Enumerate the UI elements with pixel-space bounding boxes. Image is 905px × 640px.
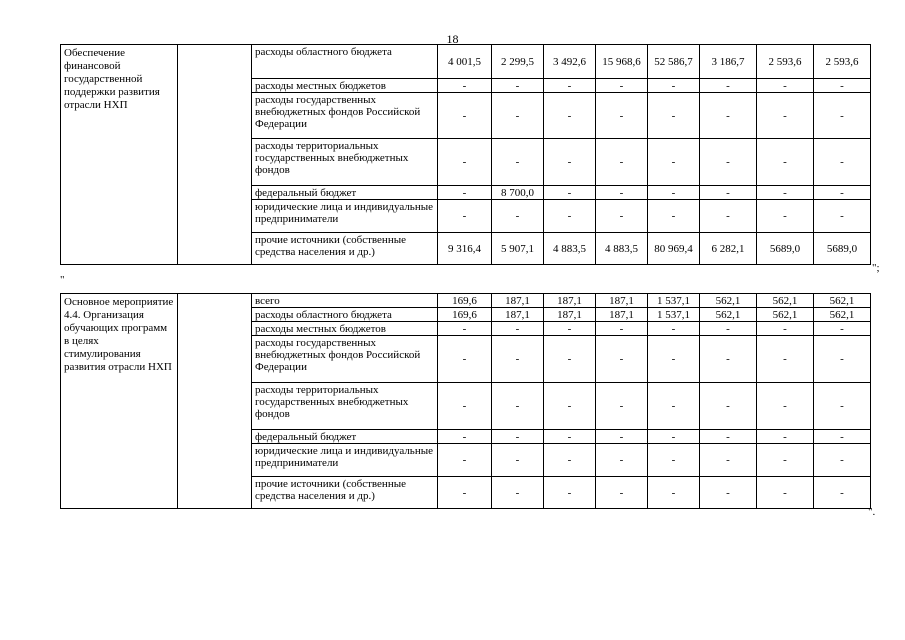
value-cell: 2 593,6 xyxy=(757,45,814,79)
funding-source-label: расходы территориальных государственных внебюджетных фондов xyxy=(252,383,438,430)
value-cell: 4 883,5 xyxy=(544,233,596,265)
value-cell: - xyxy=(596,93,648,139)
value-cell: - xyxy=(492,79,544,93)
value-cell: - xyxy=(596,200,648,233)
funding-source-label: юридические лица и индивидуальные предприниматели xyxy=(252,200,438,233)
value-cell: 562,1 xyxy=(814,294,871,308)
value-cell: - xyxy=(438,186,492,200)
value-cell: - xyxy=(814,200,871,233)
value-cell: - xyxy=(757,383,814,430)
value-cell: - xyxy=(544,336,596,383)
funding-source-label: расходы местных бюджетов xyxy=(252,79,438,93)
value-cell: - xyxy=(814,322,871,336)
value-cell: - xyxy=(648,383,700,430)
value-cell: - xyxy=(757,444,814,477)
funding-source-label: прочие источники (собственные средства населения и др.) xyxy=(252,233,438,265)
value-cell: - xyxy=(648,93,700,139)
value-cell: 187,1 xyxy=(492,294,544,308)
value-cell: - xyxy=(648,200,700,233)
value-cell: - xyxy=(596,79,648,93)
value-cell: 4 001,5 xyxy=(438,45,492,79)
value-cell: - xyxy=(700,322,757,336)
value-cell: - xyxy=(757,430,814,444)
value-cell: - xyxy=(492,322,544,336)
value-cell: 2 299,5 xyxy=(492,45,544,79)
value-cell: - xyxy=(492,383,544,430)
value-cell: 1 537,1 xyxy=(648,294,700,308)
value-cell: - xyxy=(492,200,544,233)
value-cell: 1 537,1 xyxy=(648,308,700,322)
value-cell: - xyxy=(544,477,596,509)
value-cell: - xyxy=(757,477,814,509)
value-cell: 3 186,7 xyxy=(700,45,757,79)
value-cell: 562,1 xyxy=(814,308,871,322)
value-cell: 52 586,7 xyxy=(648,45,700,79)
value-cell: - xyxy=(757,93,814,139)
value-cell: - xyxy=(814,186,871,200)
value-cell: - xyxy=(814,93,871,139)
funding-source-label: расходы государственных внебюджетных фондов Российской Федерации xyxy=(252,336,438,383)
value-cell: - xyxy=(438,383,492,430)
value-cell: 5 907,1 xyxy=(492,233,544,265)
responsible-cell xyxy=(178,294,252,509)
responsible-cell xyxy=(178,45,252,265)
table-row xyxy=(61,45,871,79)
funding-source-label: расходы областного бюджета xyxy=(252,45,438,79)
value-cell: - xyxy=(492,430,544,444)
value-cell: 562,1 xyxy=(757,294,814,308)
value-cell: - xyxy=(492,139,544,186)
program-title-training-programs: Основное мероприятие 4.4. Организация обучающих программ в целях стимулирования развития отрасли НХП xyxy=(61,294,178,509)
value-cell: - xyxy=(648,444,700,477)
value-cell: - xyxy=(492,444,544,477)
value-cell: - xyxy=(596,336,648,383)
value-cell: - xyxy=(492,336,544,383)
value-cell: 5689,0 xyxy=(757,233,814,265)
value-cell: 9 316,4 xyxy=(438,233,492,265)
value-cell: - xyxy=(757,336,814,383)
value-cell: - xyxy=(544,200,596,233)
closing-quote-mark-2: ". xyxy=(868,506,876,518)
value-cell: - xyxy=(757,79,814,93)
program-title-financial-support: Обеспечение финансовой государственной поддержки развития отрасли НХП xyxy=(61,45,178,265)
funding-source-label: прочие источники (собственные средства населения и др.) xyxy=(252,477,438,509)
value-cell: - xyxy=(648,477,700,509)
value-cell: - xyxy=(544,93,596,139)
value-cell: - xyxy=(700,186,757,200)
value-cell: - xyxy=(438,444,492,477)
value-cell: - xyxy=(438,200,492,233)
opening-quote-mark-2: " xyxy=(60,274,65,286)
funding-source-label: расходы государственных внебюджетных фондов Российской Федерации xyxy=(252,93,438,139)
value-cell: - xyxy=(438,477,492,509)
funding-source-label: всего xyxy=(252,294,438,308)
value-cell: - xyxy=(700,430,757,444)
closing-quote-mark-1: "; xyxy=(872,262,880,274)
value-cell: 187,1 xyxy=(492,308,544,322)
value-cell: - xyxy=(492,477,544,509)
value-cell: - xyxy=(492,93,544,139)
value-cell: - xyxy=(438,79,492,93)
value-cell: - xyxy=(438,322,492,336)
value-cell: - xyxy=(596,139,648,186)
page-number: 18 xyxy=(446,32,459,46)
value-cell: - xyxy=(596,322,648,336)
value-cell: - xyxy=(757,186,814,200)
value-cell: - xyxy=(700,93,757,139)
value-cell: - xyxy=(544,444,596,477)
value-cell: - xyxy=(700,336,757,383)
value-cell: 4 883,5 xyxy=(596,233,648,265)
value-cell: 187,1 xyxy=(544,308,596,322)
value-cell: - xyxy=(700,383,757,430)
funding-source-label: расходы местных бюджетов xyxy=(252,322,438,336)
budget-table-training-programs xyxy=(60,293,871,509)
value-cell: - xyxy=(596,444,648,477)
value-cell: - xyxy=(648,139,700,186)
value-cell: - xyxy=(648,430,700,444)
value-cell: 5689,0 xyxy=(814,233,871,265)
value-cell: - xyxy=(544,79,596,93)
value-cell: - xyxy=(544,383,596,430)
value-cell: - xyxy=(700,200,757,233)
value-cell: - xyxy=(700,477,757,509)
funding-source-label: расходы областного бюджета xyxy=(252,308,438,322)
value-cell: 562,1 xyxy=(757,308,814,322)
funding-source-label: расходы территориальных государственных внебюджетных фондов xyxy=(252,139,438,186)
value-cell: - xyxy=(814,79,871,93)
value-cell: - xyxy=(814,139,871,186)
value-cell: - xyxy=(596,430,648,444)
table-row xyxy=(61,294,871,308)
value-cell: - xyxy=(544,186,596,200)
value-cell: - xyxy=(596,186,648,200)
value-cell: 562,1 xyxy=(700,308,757,322)
value-cell: 169,6 xyxy=(438,294,492,308)
value-cell: - xyxy=(700,79,757,93)
value-cell: - xyxy=(438,93,492,139)
value-cell: 15 968,6 xyxy=(596,45,648,79)
value-cell: - xyxy=(757,322,814,336)
value-cell: - xyxy=(544,322,596,336)
value-cell: 8 700,0 xyxy=(492,186,544,200)
value-cell: - xyxy=(648,186,700,200)
value-cell: - xyxy=(814,477,871,509)
value-cell: - xyxy=(757,200,814,233)
funding-source-label: федеральный бюджет xyxy=(252,430,438,444)
value-cell: 80 969,4 xyxy=(648,233,700,265)
value-cell: - xyxy=(814,383,871,430)
value-cell: - xyxy=(648,322,700,336)
funding-source-label: федеральный бюджет xyxy=(252,186,438,200)
value-cell: 187,1 xyxy=(596,308,648,322)
value-cell: - xyxy=(544,430,596,444)
value-cell: - xyxy=(700,444,757,477)
value-cell: - xyxy=(438,336,492,383)
value-cell: - xyxy=(700,139,757,186)
value-cell: - xyxy=(648,336,700,383)
budget-table-financial-support xyxy=(60,44,871,265)
value-cell: - xyxy=(438,430,492,444)
value-cell: - xyxy=(438,139,492,186)
value-cell: 187,1 xyxy=(596,294,648,308)
value-cell: 6 282,1 xyxy=(700,233,757,265)
value-cell: 3 492,6 xyxy=(544,45,596,79)
value-cell: - xyxy=(814,336,871,383)
value-cell: - xyxy=(648,79,700,93)
value-cell: - xyxy=(596,477,648,509)
funding-source-label: юридические лица и индивидуальные предприниматели xyxy=(252,444,438,477)
value-cell: - xyxy=(814,444,871,477)
value-cell: - xyxy=(814,430,871,444)
value-cell: - xyxy=(596,383,648,430)
value-cell: 169,6 xyxy=(438,308,492,322)
value-cell: 187,1 xyxy=(544,294,596,308)
value-cell: 2 593,6 xyxy=(814,45,871,79)
value-cell: - xyxy=(757,139,814,186)
value-cell: 562,1 xyxy=(700,294,757,308)
value-cell: - xyxy=(544,139,596,186)
